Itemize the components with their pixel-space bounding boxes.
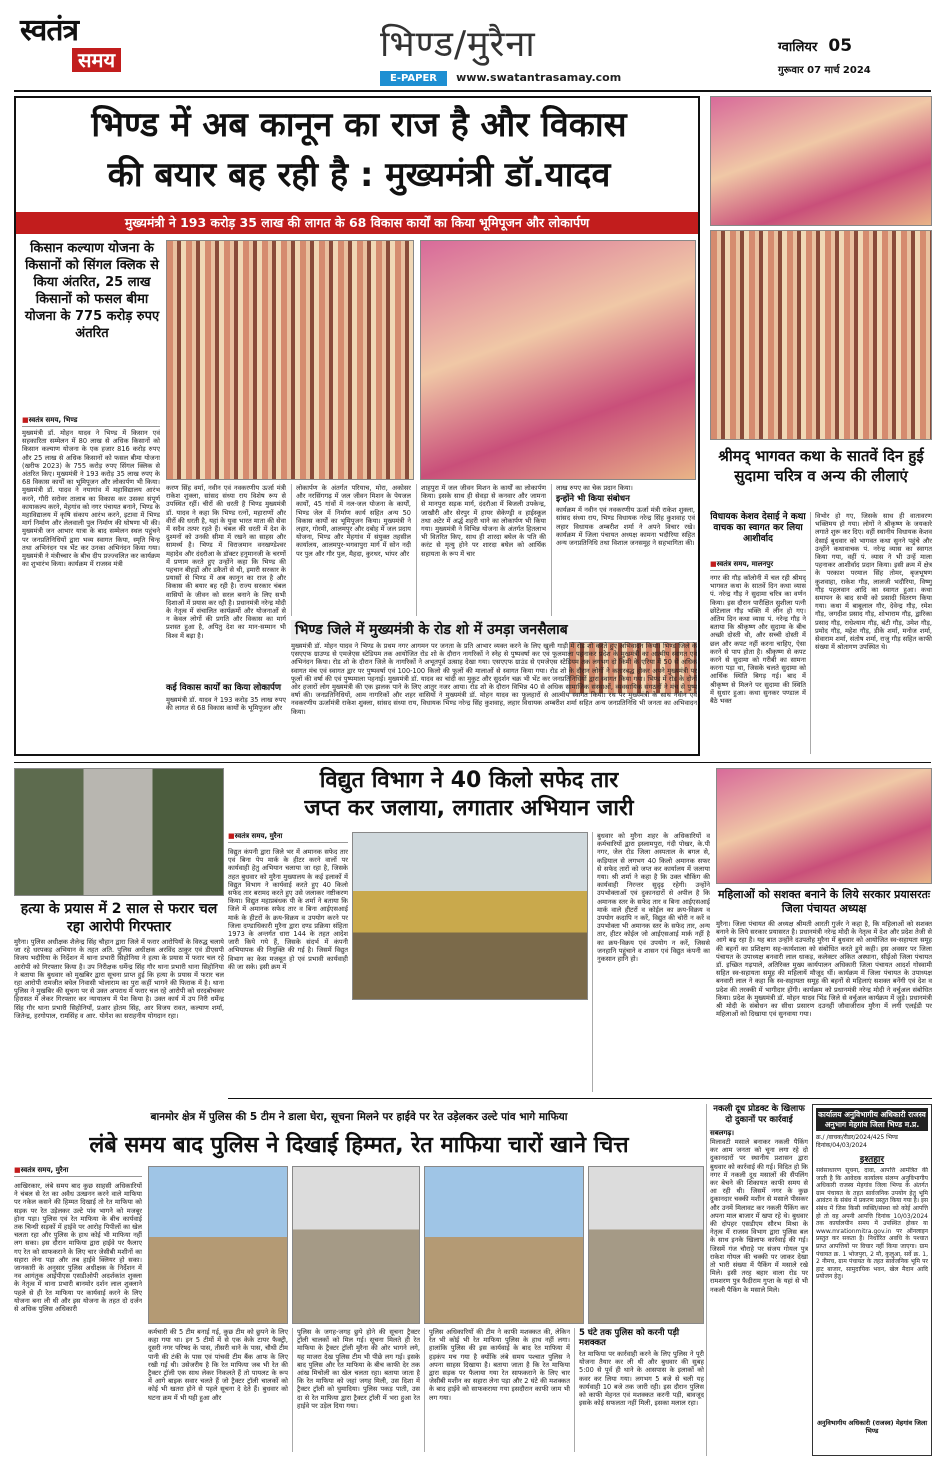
- milk-text: मिलावटी मसाले बनाकर नकली पैकिंग कर आम जनता को चूना लगा रहे दो दुकानदारों पर स्थानीय प्रशासन द्वारा बुधवार को कार्रवाई की गई। विदित हो कि नगर में नकली दूध मसालों की सैंपलिंग कर बेचने की शिकायत काफी समय से आ रही थी। जिसमें नगर के कुछ दुकानदार चक्की मशीन से मसाले पीसकर और उनमें मिलावट कर नकली पैकिंग कर अपना माल बाजार में खपा रहे थे। बुधवार की दोपहर एसडीएम सौरभ मिश्रा के नेतृत्व में राजस्व विभाग द्वारा पुलिस बल के साथ इनके खिलाफ कार्रवाई की गई। जिसमें गंज चौराहे पर संजय गोयल पुत्र राकेश गोयल की चक्की पर जाकर देखा तो भारी संख्या में पैकिंग में मसाले रखे मिले। इसी तरह बहार वाला रोड पर रामशरण पुत्र फैदीराम गुप्ता के यहां से भी नकली पैकिंग के मसाले मिले।: [710, 1138, 808, 1294]
- sand-col1: आखिरकार, लंबे समय बाद कुछ साहसी अधिकारियों ने चंबल से रेत का अवैध उत्खनन करने वाले माफिया पर नकेल कसने की हिम्मत दिखाई तो रेत माफिया को सड़क पर रेत उड़ेलकर उल्टे पांव भागने को मजबूर होना पड़ा। पुलिस एवं रेत माफिया के बीच कार्यवाई तक चिन्धी सड़कों में हाईवे पर आरोह पिपीलों का खेल चलता रहा और पुलिस के हाथ कोई भी माफिया नहीं लग सका। इस दौरान माफिया द्वारा हाईवे पर फैलाए गए रेत को साफकराने के लिए चार जेसीबी मशीनों का सहारा लेना पड़ा और तब हाईवे क्लियर हो सका। जानकारी के अनुसार पुलिस अधीक्षक के निर्देशन में नव आगंतुक आईपीएस एसडीओपी अदर्शकांत शुक्ला के नेतृत्व में थाना प्रभारी बानमोर दर्शन लाल शुक्लाने पहले से ही रेत माफिया पर कार्यवाई करने के लिए योजना बना ली थी और इस योजना के तहत दो दर्जन से अधिक पुलिस अधिकारी: [14, 1182, 142, 1314]
- lead-headline-line1: भिण्ड में अब कानून का राज है और विकास: [91, 105, 627, 145]
- arrest-photo: [14, 768, 224, 896]
- lead-side-head: किसान कल्याण योजना के किसानों को सिंगल क्लिक से किया अंतरित, 25 लाख किसानों को फसल बीमा योजना के 775 करोड़ रुपए अंतरित: [24, 241, 160, 341]
- sand-photo-2: [292, 1166, 420, 1324]
- electric-photo: [352, 832, 588, 1000]
- bhagwat-byline: ■ स्वतंत्र समय, मालनपुर: [710, 560, 806, 571]
- lead-col1-text: मुख्यमंत्री डॉ. मोहन यादव ने भिण्ड में किसान एवं सहकारिता सम्मेलन में 80 लाख से अधिक किसानों को किसान कल्याण योजना के एक हजार 816 करोड़ रुपए और 25 लाख से अधिक किसानों को फसल बीमा योजना (खरीफ 2023) के 755 करोड़ रुपए सिंगल क्लिक से अंतरित किए। मुख्यमंत्री ने 193 करोड़ 35 लाख रुपए के 68 विकास कार्यों का भूमिपूजन और लोकार्पण भी किया। मुख्यमंत्री डॉ. यादव ने नयागांव में महाविद्यालय आरंभ करने, गौरी सरोवर तालाब का विकास कर उसका संपूर्ण कायाकल्प करने, मेहगांव को नगर पंचायत बनाने, भिण्ड के महाविद्यालय में कृषि संकाय आरंभ करने, इटावा में भिण्ड मार्ग निर्माण और लेलवाली पुल निर्माण की घोषणा भी की। मुख्यमंत्री जन आभार यात्रा के बाद सम्मेलन स्थल पहुंचने पर जनप्रतिनिधियों द्वारा भव्य स्वागत किया, स्मृति चिन्ह तथा अभिनंदन पत्र भेंट कर उनका अभिनंदन किया गया। मुख्यमंत्री ने मंत्रीच्चार के बीच दीप प्रज्ज्वलित कर कार्यक्रम का शुभारंभ किया। कार्यक्रम में राजस्व मंत्री: [22, 429, 160, 569]
- sand-kicker: बानमोर क्षेत्र में पुलिस की 5 टीम ने डाला घेरा, सूचना मिलने पर हाईवे पर रेत उड़ेलकर उल्टे पांव भागे माफिया: [150, 1111, 568, 1123]
- bhagwat-story: [710, 96, 932, 756]
- electric-headline-line1: विद्युत विभाग ने 40 किलो सफेद तार: [319, 768, 619, 793]
- lead-col2: [166, 484, 286, 752]
- roadshow-text: मुख्यमंत्री डॉ. मोहन यादव ने भिण्ड के प्रथम नगर आगमन पर जनता के प्रति आभार व्यक्त करने के लिए खुली गाड़ी में रोड शो करते हुए अभिवादन किया। भिण्ड जिले के एसएएफ ग्राउण्ड से एमजेएस स्टेडियम तक आयोजित रोड शो के दौरान नागरिकों ने स्नेह से पुष्पवर्षा कर एवं फूलमाला पहनाकर प्रदेश के मुखमंत्री का आत्मीय स्वागत एवं अभिनंदन किया। रोड शो के दौरान जिले के नागरिकों ने अभूतपूर्व उत्साह देखा गया। एसएएफ ग्राउंड से एमजेएस स्टेडियम तक लगभग दो किमी के एरिया में 50 से अधिक स्वागत मंच एवं स्वागत द्वार पर पुष्पवर्षा एवं 100-100 किलो की फूलों की मालाओं से स्वागत किया गया। रोड शो के दौरान लोगों ने कतारबद्ध होकर अपने मुख्यमंत्री पर फूलों की वर्षा की एवं पुष्पमाला पहनाई। मुख्यमंत्री डॉ. यादव का चांदी का मुकुट और सुदर्शन चक्र भी भेंट कर जनप्रतिनिधियों द्वारा स्वागत किया गया। भिण्ड में रोड के दोनों ओर हजारों लोग मुख्यमंत्री की एक झलक पाने के लिए आतुर नजर आया। रोड शो के दौरान विभिन्न 40 से अधिक सामाजिक संस्थाओं, व्यवसायिक संगठनों ने मंच से पुष्प वर्षा की। जनप्रतिनिधियों, आम नागरिकों और शहर वासियों ने मुख्यमंत्री डॉ. मोहन यादव का फूलहारों से आत्मीय स्वागत किया। रथ पर मुख्यमंत्री के साथ नवीन एवं नवकरणीय ऊर्जामंत्री राकेश शुक्ला, सांसद संध्या राय, विधायक भिण्ड नरेन्द्र सिंह कुशवाह, लहार विधायक अम्बरीश शर्मा सहित अन्य जनप्रतिनिधि भी जनता का अभिवादन किया।: [291, 642, 697, 716]
- milk-byline: सबलगढ़।: [710, 1129, 735, 1137]
- arrest-text: मुरैना। पुलिस अधीक्षक शैलेन्द्र सिंह चौहान द्वारा जिले में फरार आरोपियों के विरुद्ध चलाये जा रहे धरपकड़ अभियान के तहत अति. पुलिस अधीक्षक अरविंद ठाकुर एवं डीएसपी विजय भदौरिया के निर्देशन में थाना प्रभारी सिहोनिया ने हत्या के प्रयास में फरार चल रहे आरोपी को गिरफ्तार किया है। उप निरीक्षक धर्मेन्द्र सिंह गौर थाना प्रभारी थाना सिहोनिया ने बताया कि बुधवार को मुखबिर द्वारा सूचना प्राप्त हुई कि हत्या के प्रयास में फरार चल रहा आरोपी रामजीत बघेल निवासी भोलाराम का पुरा कहीं भागने की फिराक में है। थाना पुलिस ने मुखबिर की सूचना पर से उक्त अपराध में फरार चल रहे आरोपी को धरदबोचकर हिरासत में लेकर गिरफ्तार कर न्यायालय में पेश किया है। उक्त कार्य में उप निरी धर्मेन्द्र सिंह गौर थाना प्रभारी सिहोनियाँ, प्रआर होतम सिंह, आर विजय रावत, कल्याण शर्मा, जितेन्द्र, हरगोपाल, रामसिंह व आर. योगेश का सराहनीय योगदान रहा।: [14, 938, 224, 1020]
- sand-byline: ■ स्वतंत्र समय, मुरैना: [14, 1166, 142, 1177]
- lead-col5-subhead: इन्होंने भी किया संबोधन: [556, 494, 630, 505]
- lead-col2-subhead: कई विकास कार्यों का किया लोकार्पण: [166, 683, 282, 693]
- electric-col2: बुधवार को मुरैना शहर के अधिकारियों व कर्मचारियों द्वारा इस्लामपुरा, गंदी पोखर, के.पी नगर, जेल रोड जिला अस्पताल के बगल से, कड़ियाल से लगभग 40 किलो अमानक सफर से सफेद तारों को जप्त कर कार्यालय में जलाया गया। श्री शर्मा ने कहा है कि उक्त चौकिंग की कार्यवाही निरन्तर सुदृढ़ रहेगी। उन्होंने उपभोक्ताओं एवं दुकानदारों से अपील है कि अमानक स्तर के सफेद तार व बिना आईएसआई मार्क वाले हीटरों व कोईल का क्रय-विक्रय व उपयोग कदापि न करें, विद्युत की चोरी न करें व उपभोक्ता भी अमानक स्तर के सफेद तार, अन्य तार, हीटर कोईल जो आईएसआई मार्क नहीं है का क्रय-विक्रय एवं उपयोग न करें, जिससे जनहानि पहुंचाने व शासन एवं विद्युत कंपनी का नुकसान हानि हो।: [592, 832, 710, 1092]
- women-text: मुरैना। जिला पंचायत की अध्यक्ष श्रीमती आरती गुर्जर ने कहा है, कि महिलाओं को सशक्त बनाने के लिये सरकार प्रयासरत है। प्रधानमंत्री नरेन्द्र मोदी के नेतृत्व में देश और प्रदेश तेजी से आगे बढ़ रहा है। यह बात उन्होंने दउपतोह मुरैना में बुधवार को आयोजित स्व-सहायता समूह की बहनों का प्रशिक्षण सह-कार्यशाला को संबोधित करते हुये कही। इस अवसर पर जिला पंचायत के उपाध्यक्ष बनवारी लाल धाकड़, कलेक्टर अंकित अस्थाना, सीईओ जिला पंचायत डॉ. इच्छित गढ़पाले, अतिरिक्त मुख्य कार्यपालन अधिकारी जिला पंचायत आदर्श गोस्वामी सहित स्व-सहायता समूह की महिलायें मौजूद थीं। कार्यक्रम में जिला पंचायत के उपाध्यक्ष बनवारी लाल ने कहा कि स्व-सहायता समूह की बहनों से महिलाएं सशक्त बनेंगी एवं देश व प्रदेश की तरक्की में भागीदार होंगी। कार्यक्रम को प्रधानमंत्री नरेन्द्र मोदी ने वर्चुअल संबोधित किया। प्रदेश के मुख्यमंत्री डॉ. मोहन यादव भिंड जिले से वर्चुअल कार्यक्रम में जुड़े। प्रधानमंत्री श्री मोदी के संबोधन का सीधा प्रसारण दउनहीं जौवाजीराव मुरैना में लगी एलईडी पर महिलाओं को दिखाया एवं सुनवाया गया।: [716, 920, 932, 1019]
- lead-story: [14, 96, 700, 756]
- epaper-bar: [380, 66, 670, 84]
- notice-office: कार्यालय अनुविभागीय अधिकारी राजस्व अनुभाग मेहगांव जिला भिण्ड म.प्र.: [816, 1108, 928, 1131]
- masthead: [0, 0, 945, 94]
- sand-photo-3: [424, 1166, 584, 1324]
- women-headline: महिलाओं को सशक्त बनाने के लिये सरकार प्रयासरतः जिला पंचायत अध्यक्ष: [717, 888, 931, 915]
- women-story: [716, 768, 932, 1094]
- sand-headline: लंबे समय बाद पुलिस ने दिखाई हिम्मत, रेत माफिया चारों खाने चित्त: [89, 1133, 629, 1158]
- bhagwat-headline: श्रीमद् भागवत कथा के सातवें दिन हुई सुदामा चरित्र व अन्य की लीलाएं: [718, 447, 924, 485]
- electric-byline: ■ स्वतंत्र समय, मुरैना: [228, 832, 348, 843]
- notice-title: इश्तहार: [859, 1155, 885, 1165]
- lead-subhead: मुख्यमंत्री ने 193 करोड़ 35 लाख की लागत के 68 विकास कार्यों का किया भूमिपूजन और लोकार्पण: [16, 212, 698, 234]
- section-rule-1: [14, 762, 931, 763]
- bhagwat-photo-top: [710, 96, 932, 226]
- notice-body: सर्वसाधारण सूचना, दावा, आपत्ति आमंत्रित की जाती है कि आवेदक कार्यालय संलग्न अनुविभागीय अधिकारी राजस्व मेहगांव जिला भिण्ड के अंतर्गत ग्राम पंचायत के तहत सार्वजनिक उपयोग हेतु भूमि आवंटन के संबंध में प्रकरण प्रस्तुत किया गया है। इस संबंध में जिस किसी व्यक्ति/संस्था को कोई आपत्ति हो तो वह अपनी आपत्ति दिनांक 10/03/2024 तक कार्यालयीन समय में उपस्थित होकर या www.mrationmitra.gov.in पर ऑनलाइन प्रस्तुत कर सकता है। निर्धारित अवधि के पश्चात प्राप्त आपत्तियों पर विचार नहीं किया जाएगा। ग्राम पंचायत क्र. 1 भोजपुरा, 2 मौ, कुलुआ, सर्वे क्र. 1, 2 नीमच, ग्राम पंचायत के तहत सार्वजनिक भूमि पर हाट बाजार, सामुदायिक भवन, खेल मैदान आदि प्रयोजन हेतु।: [816, 1167, 928, 1281]
- lead-col1: [22, 416, 160, 752]
- lead-photo-audience: [420, 240, 696, 480]
- arrest-headline: हत्या के प्रयास में 2 साल से फरार चल रहा आरोपी गिरफ्तार: [20, 901, 218, 935]
- masthead-rule: [14, 90, 931, 92]
- lead-col4: शाहपुरा में जल जीवन मिशन के कार्यों का लोकार्पण किया। इसके साथ ही सेवड़ा से कनवार और जामना से मानपुरा सड़क मार्ग, दंदरौआ में बिजली उपकेन्द्र, जाखौरी और सेरपुर में हायर सेकेण्ड्री व हाईस्कूल तथा अटेर में अर्द्ध शहरी थाने का लोकार्पण भी किया गया। मुख्यमंत्री ने विभिन्न योजना के अंतर्गत हितलाभ भी वितरित किए, साथ ही शारदा बघेल के पति की करंट से मृत्यु होने पर शारदा बघेल को आर्थिक सहायता के रूप में चार: [416, 484, 546, 616]
- page-number: 05: [828, 36, 853, 56]
- lead-col5-tail: कार्यक्रम में नवीन एवं नवकरणीय ऊर्जा मंत्री राकेश शुक्ला, सांसद संध्या राय, भिण्ड विधायक नरेन्द्र सिंह कुशवाह एवं लहार विधायक अम्बरीश शर्मा ने अपने विचार रखे। कार्यक्रम में जिला पंचायत अध्यक्ष कामना भदौरिया सहित अन्य जनप्रतिनिधि तथा विशाल जनसमूह ने सहभागिता की।: [556, 506, 695, 548]
- roadshow-story: [291, 620, 697, 754]
- bhagwat-col1: नगर की गौड़ कॉलोनी में चल रही श्रीमद् भागवत कथा के सातवें दिन कथा व्यास पं. नरेन्द्र गौड़ ने सुदामा चरित्र का वर्णन किया। इस दौरान पारीक्षित सुशीला पत्नी छोटेलाल गौड़ भक्ति में लीन हो गए। अंतिम दिन कथा व्यास पं. नरेन्द्र गौड़ ने बताया कि श्रीकृष्ण और सुदामा के बीच अच्छी दोस्ती थी, और सच्ची दोस्ती में छल और कपट नहीं करना चाहिए, ऐसा करने से पाप होता है। श्रीकृष्ण से कपट करने से सुदामा को गरीबी का सामना करना पड़ा था, जिसके चलते सुदामा को आर्थिक स्थिति बिगड़ गई। बाद में श्रीकृष्ण से मिलने पर सुदामा की स्थिति में सुधार हुआ। कथा सुनकर पण्डाल में बैठे भक्त: [710, 574, 806, 706]
- lead-photo-stage: [166, 240, 414, 480]
- official-notice: [812, 1104, 932, 1456]
- section-rule-2: [228, 1098, 932, 1099]
- bhagwat-subhead: विधायक केशव देसाई ने कथा वाचक का स्वागत कर लिया आशीर्वाद: [710, 512, 806, 544]
- edition-title: भिण्ड/मुरैना: [380, 24, 536, 65]
- logo-line2: समय: [72, 48, 121, 72]
- lead-col5-text: लाख रुपए का चेक प्रदान किया।: [556, 484, 633, 492]
- issue-date: गुरूवार 07 मार्च 2024: [778, 65, 871, 76]
- epaper-badge: E-PAPER: [380, 71, 447, 86]
- lead-col5: [551, 484, 695, 616]
- women-photo: [716, 768, 932, 884]
- logo-line1: स्वतंत्र: [20, 13, 79, 48]
- logo[interactable]: [20, 14, 150, 80]
- sand-col5: [574, 1328, 704, 1452]
- city-label: ग्वालियर: [778, 40, 818, 55]
- lead-col3: लोकार्पण के अंतर्गत परियाच, मोरा, अकोसर और नरसिंगगढ़ में जल जीवन मिशन के पेयजल कार्यों, 45 गांवों में नल-जल योजना के कार्यों, भिण्ड जेल में निर्माण कार्य सहित अन्य 50 विकास कार्यों का भूमिपूजन किया। मुख्यमंत्री ने लहार, गोरमी, आलमपुर और दबोह में जल प्रदाय योजना, भिण्ड और मेहगांव में संयुक्त तहसील कार्यालय, आलमपुर-भगवापुरा मार्ग में सोन नदी पर पुल और गौर पुल, मैहदा, कुरथर, भांपर और: [291, 484, 411, 616]
- electric-story: [228, 768, 710, 1094]
- website-link[interactable]: www.swatantrasamay.com: [456, 71, 622, 84]
- sand-photo-1: [148, 1166, 288, 1324]
- notice-sign: अनुविभागीय अधिकारी (राजस्व) मेहगांव जिला भिण्ड: [816, 1419, 928, 1435]
- electric-headline-line2: जप्त कर जलाया, लगातार अभियान जारी: [304, 796, 634, 821]
- sand-col5-subhead: 5 घंटे तक पुलिस को करनी पड़ी मशक्कत: [579, 1328, 680, 1348]
- sand-col3: पुलिस के जगह-जगह छुपे होने की सूचना ट्रैक्टर ट्रॉली चालकों को मिल गई। सूचना मिलते ही रेत माफिया के ट्रैक्टर ट्रॉली मुरैना की ओर भागने लगे, यह माजरा देख पुलिस टीम भी पीछे लग गई। इसके बाद पुलिस और रेत माफिया के बीच काफी देर तक आंख मिचोली का खेल चलता रहा। बताया जाता है कि रेत माफिया को जहां जगह मिली, उस दिशा में ट्रैक्टर ट्रॉली को घुमादिया। पुलिस पकड़ पाती, उस दा से रेत माफिया द्वारा ट्रैक्टर ट्रॉली में भरा हुआ रेत हाईवे पर उड़ेल दिया गया।: [292, 1328, 420, 1452]
- sand-col4: पुलिस अधिकारियों की टीम ने काफी मशक्कत की, लेकिन रेत भी कोई भी रेत माफिया पुलिस के हाथ नहीं लगा। हालांकि पुलिस की इस कार्यवाई के बाद रेत माफिया में हड़कंप मच गया है क्योंकि लंबे समय पश्चात पुलिस ने अपना साहस दिखाया है। बताया जाता है कि रेत माफिया द्वारा सड़क पर फैलाया गया रेत साफकराने के लिए चार जेसीबी मशीन का सहारा लेना पड़ा और 2 घंटे की मशक्कत के बाद हाईवे को साफकराया गया इसदौरान काफी जाम भी लग गया।: [424, 1328, 570, 1452]
- sand-story: [14, 1111, 704, 1454]
- notice-ref: क्र./ /वाचक/रीडर/2024/425 भिण्ड दिनांक/04/03/2024: [816, 1134, 898, 1149]
- bhagwat-col2: विभोर हो गए, जिसके साथ ही वातावरण भक्तिमय हो गया। लोगों ने श्रीकृष्ण के जयकारे लगाते शुरू कर दिए। वहीं स्थानीय विधायक केशव देसाई बुधवार को भागवत कथा सुनने पहुंचे और उन्होंने कथावाचक पं. नरेन्द्र व्यास का स्वागत किया गया, वहीं पं. व्यास ने भी उन्हें माला पहनाकर आशीर्वाद प्रदान किया। इसी क्रम में क्षेत्र के परकाश परमाल सिंह तोमर, बृजभूषण कुशवाहा, राकेश गौड़, लालजी भदौरिया, विष्णु गौड़ पहलवान आदि का स्वागत हुआ। कथा समापन के बाद सभी को प्रसादी वितरण किया गया। कथा में बाबूलाल गौर, देवेन्द्र गौड़, रमेश गौड़, जगदीश प्रसाद गौड़, शोभाराम गौड़, द्वारिका प्रसाद गौड़, राधेश्याम गौड़, बंटी गौड़, उमेश गौड़, प्रमोद गौड़, महेश गौड़, डीके शर्मा, मनोज शर्मा, सेवाराम शर्मा, संतोष शर्मा, राजु गौड़ सहित काफी संख्या में श्रोतागण उपस्थित थे।: [810, 512, 932, 754]
- lead-col2-tail: मुख्यमंत्री डॉ. यादव ने 193 करोड़ 35 लाख रुपए की लागत से 68 विकास कार्यों के भूमिपूजन और: [166, 696, 286, 713]
- milk-story: [706, 1104, 808, 1456]
- sand-col2: कर्मचारी की 5 टीम बनाई गई, कुछ टीम को छुपने के लिए कहा गया था। इन 5 टीमों में से एक केके टायर फैक्ट्री, दूसरी नगर परिषद के पास, तीसरी थाने के पास, चौथी टीम पानी की टंकी के पास एवं पांचवी टीम बैंक आफ के लिए रखी गई थी। उसेजरीय है कि रेत माफिया जब भी रेत की ट्रैक्टर ट्रॉली एक साथ लेकर निकलते हैं तो पायलट के रूप में आगे बाइक सवार चलते हैं जो ट्रैक्टर ट्रॉली चालकों को कोई भी खतरा होने से पहले सूचना दे देते हैं। बुधवार को घटना क्रम में भी यही हुआ और: [148, 1328, 288, 1402]
- lead-col2-text: करण सिंह वर्मा, नवीन एवं नवकरणीय ऊर्जा मंत्री राकेश शुक्ला, सांसद संध्या राय विशेष रूप से उपस्थित रहीं। चीरों की धरती है भिण्ड मुख्यमंत्री डॉ. यादव ने कहा कि भिण्ड रत्नों, महाराणों और वीरों की धरती है, यहां के युवा भारत माता की सेवा में सदैव तत्पर रहते हैं। चंबल की धरती में देश के दुश्मनों को उनकी सीमा में रखने का साहस और सामर्थ्य है। भिण्ड में विराजमान वनखण्डेश्वर महादेव और दंदरौआ के डॉक्टर हनुमानजी के चरणों में प्रणाम करते हुए उन्होंने कहा कि भिण्ड की पहचान बीहड़ों और डकैतों से थी, इमारी सरकार के प्रयासों से भिण्ड में अब कानून का राज है और विकास की बयार बह रही है। राज्य सरकार चंबल वासियों के जीवन को सरल बनाने के लिए सभी दिशाओं में प्रयास कर रही है। प्रधानमंत्री नरेन्द्र मोदी के नेतृत्व में संचालित कार्यक्रमों और योजनाओं से न केवल लोगों की प्रगति और विकास का मार्ग प्रशस्त हुआ है, अपितु देश का मान-सम्मान भी विश्व में बढ़ा है।: [166, 484, 286, 640]
- sand-photo-4: [588, 1166, 704, 1324]
- milk-headline: नकली दूध प्रोडक्ट के खिलाफ दो दुकानों पर कार्रवाई: [713, 1104, 805, 1125]
- electric-col1: विद्युत कंपनी द्वारा जिले भर में अमानक सफेद तार एवं बिना पेप मार्क के हीटर करने वालों पर कार्यवाही हेतु अभियान चलाया जा रहा है, जिसके तहत बुधवार को मुरैना मुख्यालय के कई इलाकों में विद्युत विभाग ने कार्यवाई करते हुए 40 किलो सफेद तार बरामद करते हुए उसे जलाकर नष्टीकरण किया। विद्युत महाप्रबंधक पी के शर्मा ने बताया कि जिले में अमानक सफेद तार व बिना आईएसआई मार्क के हीटरों के क्रय-विक्रय व उपयोग करने पर जिला दण्डाधिकारी मुरैना द्वारा दण्ड प्रक्रिया संहिता 1973 के अन्तर्गत धारा 144 के तहत आदेश जारी किये गये हैं, जिसके संदर्भ में कंपनी अभियापक की नियुक्ति की गई है। जिसमें विद्युत विभाग का केस मजबूत हो एवं प्रभावी कार्यवाही की जा सके। इसी क्रम में: [228, 848, 348, 971]
- arrest-story: [14, 768, 224, 1128]
- sand-col5-text: रेत माफिया पर कार्रवाही करने के लिए पुलिस ने पूरी योजना तैयार कर ली थी और बुधवार की सुबह 5:00 से पूर्व ही थाने के आसपास के इलाकों को कवर कर लिया गया। लगभग 5 बजे से चली यह कार्यवाही 10 बजे तक जारी रही। इस दौरान पुलिस को काफी मेहनत एवं मशक्कत करनी पड़ी, बावजूद इसके कोई सफलता नहीं मिली, इसका मलाल रहा।: [579, 1350, 704, 1408]
- lead-headline-line2: की बयार बह रही है : मुख्यमंत्री डॉ.यादव: [107, 155, 611, 195]
- bhagwat-photo-bottom: [710, 230, 932, 440]
- roadshow-headline: भिण्ड जिले में मुख्यमंत्री के रोड शो में उमड़ा जनसैलाब: [291, 620, 697, 640]
- page-info: [778, 36, 928, 86]
- lead-byline: ■ स्वतंत्र समय, भिण्ड: [22, 416, 160, 427]
